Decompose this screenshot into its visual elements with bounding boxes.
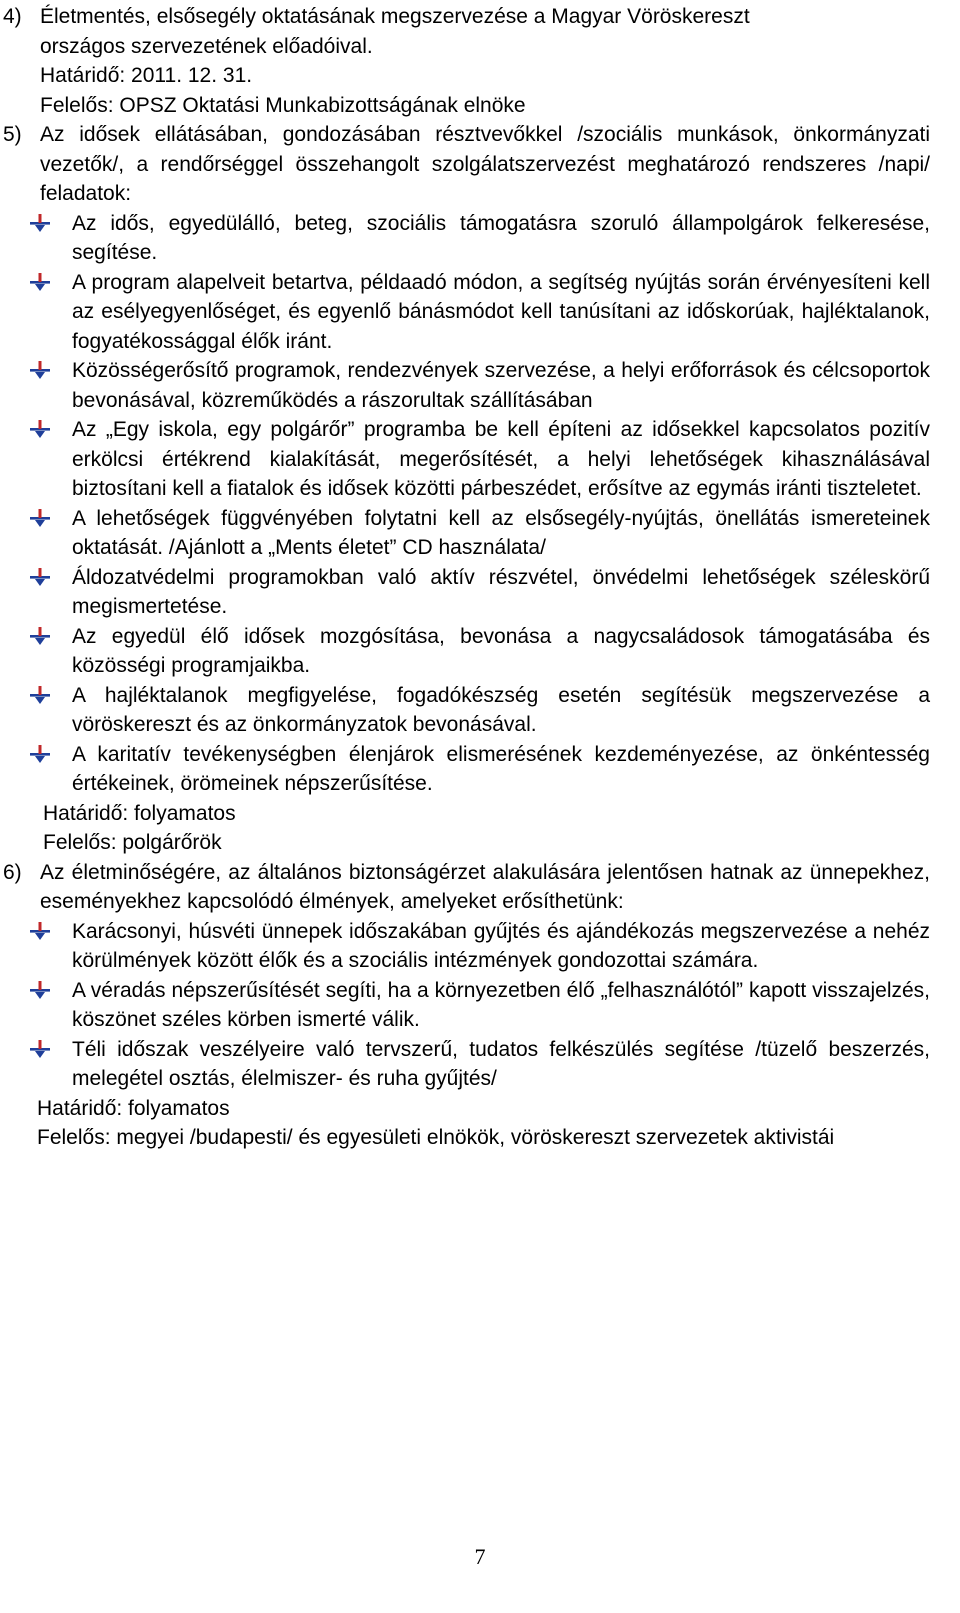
arrow-down-bullet-icon xyxy=(28,627,52,645)
arrow-down-bullet-icon xyxy=(28,686,52,704)
item-5 xyxy=(0,120,960,209)
item-number: 5) xyxy=(3,123,22,146)
arrow-down-bullet-icon xyxy=(28,420,52,438)
list-item-text: A karitatív tevékenységben élenjárok elismerésének kezdeményezése, az önkéntesség értékeinek, örömeinek népszerűsítése. xyxy=(72,742,930,795)
arrow-down-bullet-icon xyxy=(28,361,52,379)
item-4-line-1: Életmentés, elsősegély oktatásának megszervezése a Magyar Vöröskereszt xyxy=(40,5,750,28)
item-6-responsible xyxy=(0,1123,960,1153)
list-item xyxy=(0,356,960,415)
item-4-deadline: Határidő: 2011. 12. 31. xyxy=(40,64,253,87)
item-5-intro: Az idősek ellátásában, gondozásában résztvevőkkel /szociális munkások, önkormányzati vezetők/, a rendőrséggel összehangolt szolgálatszervezést meghatározó rendszeres /napi/ feladatok: xyxy=(40,123,930,205)
list-item xyxy=(0,1035,960,1094)
arrow-down-bullet-icon xyxy=(28,273,52,291)
list-item xyxy=(0,209,960,268)
list-item xyxy=(0,622,960,681)
list-item xyxy=(0,504,960,563)
arrow-down-bullet-icon xyxy=(28,922,52,940)
list-item xyxy=(0,740,960,799)
arrow-down-bullet-icon xyxy=(28,981,52,999)
list-item-text: Az idős, egyedülálló, beteg, szociális támogatásra szoruló állampolgárok felkeresése, segítése. xyxy=(72,211,930,264)
list-item xyxy=(0,415,960,504)
arrow-down-bullet-icon xyxy=(28,509,52,527)
list-item xyxy=(0,681,960,740)
item-4-responsible: Felelős: OPSZ Oktatási Munkabizottságának elnöke xyxy=(40,93,526,117)
item-4 xyxy=(0,2,960,120)
item-6-deadline: Határidő: folyamatos xyxy=(37,1096,230,1120)
item-4-line-2: országos szervezetének előadóival. xyxy=(40,34,373,58)
list-item-text: Az „Egy iskola, egy polgárőr” programba be kell építeni az idősekkel kapcsolatos pozitív erkölcsi értékrend kialakítását, megerősítését, a helyi lehetőségek kihasználásával biztosítani kell a fiatalok és idősek közötti párbeszédet, erősítve az egymás iránti tiszteletet. xyxy=(72,418,930,500)
item-6-bullet-list xyxy=(0,917,960,1094)
list-item xyxy=(0,268,960,357)
list-item xyxy=(0,563,960,622)
list-item-text: Áldozatvédelmi programokban való aktív részvétel, önvédelmi lehetőségek széleskörű megismertetése. xyxy=(72,565,930,618)
item-6-responsible-text: Felelős: megyei /budapesti/ és egyesületi elnökök, vöröskereszt szervezetek aktivistái xyxy=(37,1126,835,1149)
list-item xyxy=(0,976,960,1035)
list-item-text: A véradás népszerűsítését segíti, ha a környezetben élő „felhasználótól” kapott visszajelzés, köszönet széles körben ismerté válik. xyxy=(72,978,930,1031)
list-item xyxy=(0,917,960,976)
list-item-text: A hajléktalanok megfigyelése, fogadókészség esetén segítésük megszervezése a vöröskereszt és az önkormányzatok bevonásával. xyxy=(72,683,930,736)
list-item-text: Karácsonyi, húsvéti ünnepek időszakában gyűjtés és ajándékozás megszervezése a nehéz körülmények között élők és a szociális intézmények gondozottai számára. xyxy=(72,919,930,972)
page-number: 7 xyxy=(474,1544,486,1569)
list-item-text: Téli időszak veszélyeire való tervszerű, tudatos felkészülés segítése /tüzelő beszerzés, melegétel osztás, élelmiszer- és ruha gyűjtés/ xyxy=(72,1037,930,1090)
list-item-text: A lehetőségek függvényében folytatni kell az elsősegély-nyújtás, önellátás ismereteinek oktatását. /Ajánlott a „Ments életet” CD használata/ xyxy=(72,506,930,559)
list-item-text: Az egyedül élő idősek mozgósítása, bevonása a nagycsaládosok támogatásába és közösségi programjaikba. xyxy=(72,624,930,677)
arrow-down-bullet-icon xyxy=(28,214,52,232)
item-5-bullet-list xyxy=(0,209,960,799)
item-5-deadline: Határidő: folyamatos xyxy=(43,801,236,825)
document-page xyxy=(0,2,960,1153)
list-item-text: A program alapelveit betartva, példaadó módon, a segítség nyújtás során érvényesíteni kell az esélyegyenlőséget, és egyenlő bánásmódot kell tanúsítani az időskorúak, hajléktalanok, fogyatékossággal élők iránt. xyxy=(72,270,930,353)
arrow-down-bullet-icon xyxy=(28,1040,52,1058)
arrow-down-bullet-icon xyxy=(28,568,52,586)
arrow-down-bullet-icon xyxy=(28,745,52,763)
item-6-intro: Az életminőségére, az általános biztonságérzet alakulására jelentősen hatnak az ünnepekhez, eseményekhez kapcsolódó élmények, amelyeket erősíthetünk: xyxy=(40,860,930,913)
item-5-responsible: Felelős: polgárőrök xyxy=(43,831,222,854)
item-number: 6) xyxy=(3,860,22,884)
item-number: 4) xyxy=(3,5,22,28)
list-item-text: Közösségerősítő programok, rendezvények szervezése, a helyi erőforrások és célcsoportok bevonásával, közreműködés a rászorultak szállításában xyxy=(72,359,930,412)
item-6 xyxy=(0,858,960,917)
